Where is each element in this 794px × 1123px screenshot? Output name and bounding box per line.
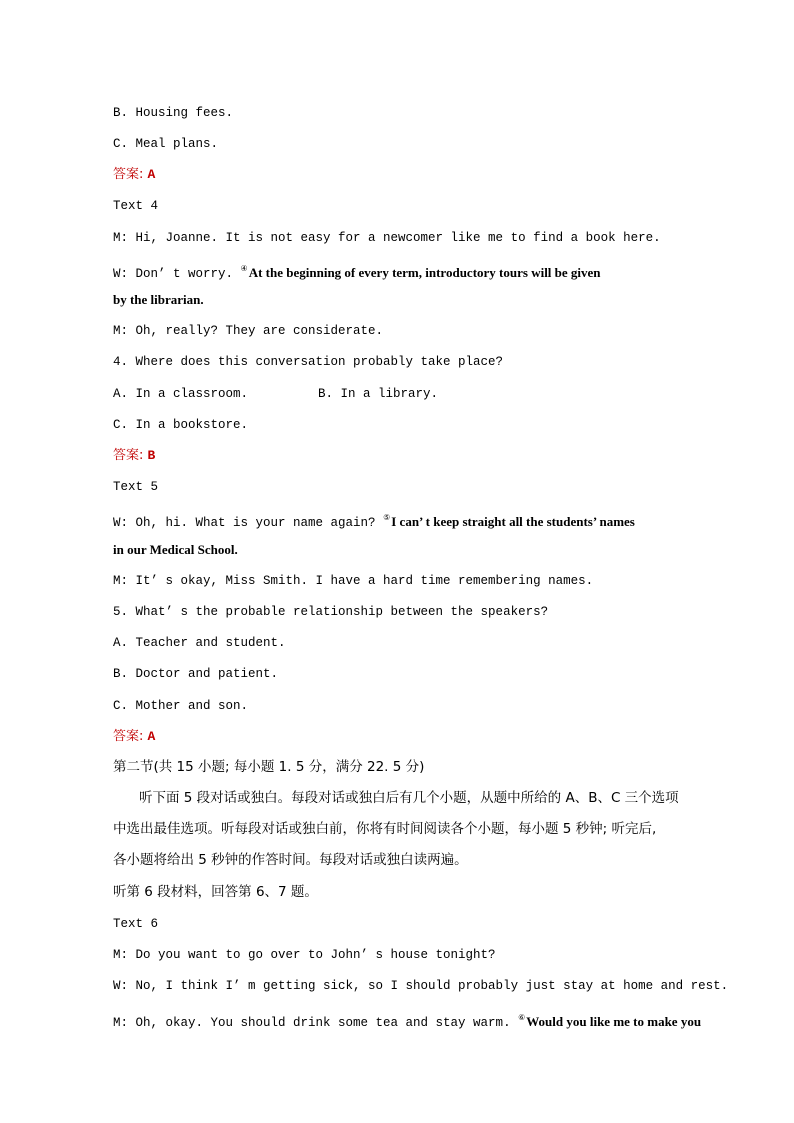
q4-option-c: C. In a bookstore. [113, 418, 249, 432]
text6-key-sentence: Would you like me to make you [526, 1014, 702, 1029]
text5-line2 [113, 542, 683, 559]
answer-label: 答案: [113, 448, 144, 463]
text6-line1: M: Do you want to go over to John’ s house tonight? [113, 948, 496, 962]
q4-question: 4. Where does this conversation probably take place? [113, 355, 504, 369]
answer-value: A [147, 167, 156, 182]
text4-line2 [113, 261, 683, 282]
q5-option-a: A. Teacher and student. [113, 636, 286, 650]
text5-line1-prefix: W: Oh, hi. What is your name again? [113, 516, 376, 530]
q4-answer [113, 448, 683, 464]
footnote-marker-6: ⑥ [518, 1013, 526, 1022]
q4-option-b: B. In a library. [318, 387, 439, 401]
answer-label: 答案: [113, 167, 144, 182]
section2-heading: 第二节(共 15 小题; 每小题 1. 5 分，满分 22. 5 分) [113, 759, 425, 775]
footnote-marker-4: ④ [240, 264, 248, 273]
q5-answer [113, 729, 683, 745]
text4-key-sentence-end: by the librarian. [113, 292, 204, 307]
answer-label: 答案: [113, 729, 144, 744]
q3-answer [113, 167, 683, 183]
section2-instructions-3: 各小题将给出 5 秒钟的作答时间。每段对话或独白读两遍。 [113, 852, 468, 868]
text4-title: Text 4 [113, 199, 159, 213]
q4-options-ab [113, 386, 683, 402]
text4-line2-prefix: W: Don’ t worry. [113, 267, 234, 281]
text5-line3: M: It’ s okay, Miss Smith. I have a hard time remembering names. [113, 574, 594, 588]
text5-key-sentence: I can’ t keep straight all the students’ names [391, 514, 635, 529]
text4-line1: M: Hi, Joanne. It is not easy for a newcomer like me to find a book here. [113, 231, 661, 245]
q4-option-a: A. In a classroom. [113, 387, 249, 401]
answer-value: B [147, 448, 156, 463]
q5-option-c: C. Mother and son. [113, 699, 249, 713]
footnote-marker-5: ⑤ [383, 513, 391, 522]
text6-line2: W: No, I think I’ m getting sick, so I should probably just stay at home and rest. [113, 979, 729, 993]
section2-material: 听第 6 段材料，回答第 6、7 题。 [113, 884, 318, 900]
text6-title: Text 6 [113, 917, 159, 931]
text5-title: Text 5 [113, 480, 159, 494]
text5-line1 [113, 510, 683, 531]
answer-value: A [147, 729, 156, 744]
text4-line3 [113, 292, 683, 309]
text5-key-sentence-end: in our Medical School. [113, 542, 238, 557]
text6-line3 [113, 1010, 702, 1031]
section2-instructions-1: 听下面 5 段对话或独白。每段对话或独白后有几个小题，从题中所给的 A、B、C 三个选项 [139, 790, 679, 806]
text4-line4: M: Oh, really? They are considerate. [113, 324, 384, 338]
text4-key-sentence: At the beginning of every term, introductory tours will be given [248, 265, 601, 280]
q5-question: 5. What’ s the probable relationship between the speakers? [113, 605, 549, 619]
q5-option-b: B. Doctor and patient. [113, 667, 279, 681]
section2-instructions-2: 中选出最佳选项。听每段对话或独白前，你将有时间阅读各个小题，每小题 5 秒钟; 听完后, [113, 821, 657, 837]
text6-line3-prefix: M: Oh, okay. You should drink some tea and stay warm. [113, 1016, 511, 1030]
q3-option-c: C. Meal plans. [113, 137, 219, 151]
q3-option-b: B. Housing fees. [113, 106, 234, 120]
